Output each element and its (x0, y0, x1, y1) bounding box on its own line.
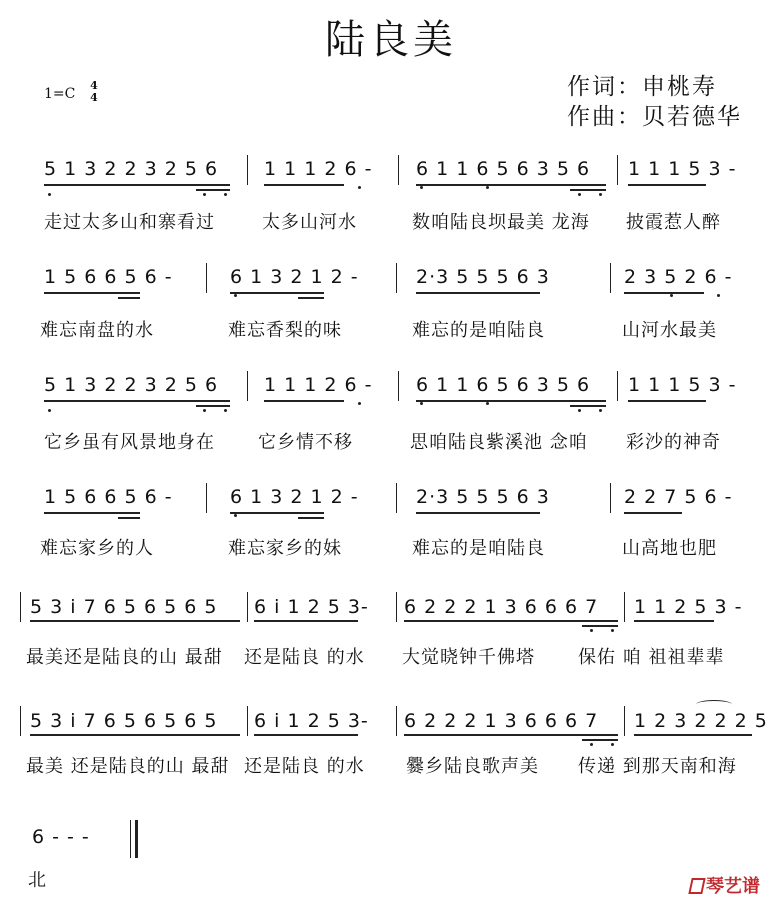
time-signature (89, 80, 99, 104)
beam-underline (30, 734, 240, 736)
lyric-r3-p4: 彩沙的神奇 (626, 432, 721, 453)
beam-underline (230, 512, 324, 514)
beam-underline (416, 400, 606, 402)
beam-underline (298, 517, 324, 519)
barline (206, 263, 207, 293)
notes-r5-m2: 6 i 1 2 5 3- (254, 596, 369, 618)
octave-dot (203, 193, 206, 196)
beam-underline (582, 739, 618, 741)
octave-dot (224, 409, 227, 412)
beam-underline (570, 189, 606, 191)
notes-r7-m1: 6 - - - (32, 826, 90, 848)
notes-r1-m1: 5 1 3 2 2 3 2 5 6 (44, 158, 219, 180)
octave-dot (590, 629, 593, 632)
notes-r4-m1: 1 5 6 6 5 6 - (44, 486, 173, 508)
beam-underline (264, 184, 344, 186)
barline (396, 592, 397, 622)
notes-r2-m3: 2·3 5 5 5 6 3 (416, 266, 550, 288)
lyric-r1-p3: 数咱陆良坝最美 龙海 (412, 212, 590, 233)
lyric-r1-p2: 太多山河水 (262, 212, 357, 233)
notes-r6-m4: 1 2 3 2 2 2 5 (634, 710, 768, 732)
final-barline (130, 820, 138, 858)
beam-underline (404, 620, 618, 622)
lyric-r4-p4: 山高地也肥 (622, 538, 717, 559)
barline (20, 706, 21, 736)
composer-credit: 作曲：贝若德华 (567, 104, 742, 130)
logo-icon (688, 878, 705, 894)
notes-r3-m3: 6 1 1 6 5 6 3 5 6 (416, 374, 591, 396)
barline (247, 592, 248, 622)
notes-r2-m1: 1 5 6 6 5 6 - (44, 266, 173, 288)
lyric-r5-p3: 大觉晓钟千佛塔 (402, 647, 535, 668)
lyric-r1-p1: 走过太多山和寨看过 (44, 212, 215, 233)
notes-r1-m2: 1 1 1 2 6 - (264, 158, 373, 180)
beam-underline (634, 734, 752, 736)
octave-dot (599, 193, 602, 196)
tie-slur (696, 700, 732, 709)
lyric-r4-p2: 难忘家乡的妹 (228, 538, 342, 559)
lyric-r3-p2: 它乡情不移 (258, 432, 353, 453)
octave-dot (234, 514, 237, 517)
key-signature: 1=C (44, 86, 76, 102)
lyric-r6-p3: 爨乡陆良歌声美 (406, 756, 539, 777)
lyric-r3-p3: 思咱陆良紫溪池 念咱 (410, 432, 588, 453)
beam-underline (416, 184, 606, 186)
barline (247, 155, 248, 185)
octave-dot (48, 193, 51, 196)
octave-dot (234, 294, 237, 297)
notes-r3-m4: 1 1 1 5 3 - (628, 374, 737, 396)
octave-dot (203, 409, 206, 412)
notes-r2-m4: 2 3 5 2 6 - (624, 266, 733, 288)
octave-dot (420, 186, 423, 189)
beam-underline (118, 517, 140, 519)
octave-dot (590, 743, 593, 746)
octave-dot (48, 409, 51, 412)
barline (617, 155, 618, 185)
notes-r4-m2: 6 1 3 2 1 2 - (230, 486, 359, 508)
barline (206, 483, 207, 513)
beam-underline (196, 405, 230, 407)
barline (396, 483, 397, 513)
barline (610, 483, 611, 513)
lyric-r2-p3: 难忘的是咱陆良 (412, 320, 545, 341)
beam-underline (634, 620, 714, 622)
octave-dot (420, 402, 423, 405)
watermark-logo (690, 872, 760, 898)
barline (398, 371, 399, 401)
beam-underline (44, 184, 230, 186)
lyric-r6-p1: 最美 还是陆良的山 最甜 (26, 756, 230, 777)
beam-underline (196, 189, 230, 191)
lyric-r5-p2: 还是陆良 的水 (244, 647, 365, 668)
time-signature-top: 4 (90, 79, 98, 92)
octave-dot (486, 186, 489, 189)
barline (624, 592, 625, 622)
notes-r4-m3: 2·3 5 5 5 6 3 (416, 486, 550, 508)
lyric-r1-p4: 披霞惹人醉 (626, 212, 721, 233)
notes-r6-m2: 6 i 1 2 5 3- (254, 710, 369, 732)
beam-underline (628, 400, 706, 402)
beam-underline (628, 184, 706, 186)
beam-underline (582, 625, 618, 627)
octave-dot (578, 409, 581, 412)
notes-r6-m1: 5 3 i 7 6 5 6 5 6 5 (30, 710, 218, 732)
beam-underline (254, 734, 358, 736)
lyric-r3-p1: 它乡虽有风景地身在 (44, 432, 215, 453)
barline (617, 371, 618, 401)
notes-r5-m4: 1 1 2 5 3 - (634, 596, 743, 618)
octave-dot (486, 402, 489, 405)
octave-dot (358, 402, 361, 405)
beam-underline (254, 620, 358, 622)
barline (610, 263, 611, 293)
beam-underline (44, 400, 230, 402)
octave-dot (717, 294, 720, 297)
beam-underline (44, 512, 140, 514)
beam-underline (404, 734, 618, 736)
notes-r5-m3: 6 2 2 2 1 3 6 6 6 7 (404, 596, 599, 618)
notes-r1-m3: 6 1 1 6 5 6 3 5 6 (416, 158, 591, 180)
beam-underline (416, 292, 540, 294)
lyric-r6-p2: 还是陆良 的水 (244, 756, 365, 777)
beam-underline (30, 620, 240, 622)
octave-dot (578, 193, 581, 196)
octave-dot (670, 294, 673, 297)
octave-dot (599, 409, 602, 412)
beam-underline (570, 405, 606, 407)
time-signature-bottom: 4 (90, 91, 98, 104)
beam-underline (264, 400, 344, 402)
lyric-r2-p4: 山河水最美 (622, 320, 717, 341)
notes-r3-m2: 1 1 1 2 6 - (264, 374, 373, 396)
beam-underline (416, 512, 540, 514)
song-title: 陆良美 (325, 17, 457, 63)
lyric-r6-p4: 传递 到那天南和海 (578, 756, 737, 777)
beam-underline (624, 292, 704, 294)
beam-underline (624, 512, 682, 514)
notes-r5-m1: 5 3 i 7 6 5 6 5 6 5 (30, 596, 218, 618)
lyric-r4-p1: 难忘家乡的人 (40, 538, 154, 559)
notes-r4-m4: 2 2 7 5 6 - (624, 486, 733, 508)
watermark-text: 琴艺谱 (706, 876, 760, 897)
lyric-r2-p2: 难忘香梨的味 (228, 320, 342, 341)
barline (247, 371, 248, 401)
barline (247, 706, 248, 736)
notes-r2-m2: 6 1 3 2 1 2 - (230, 266, 359, 288)
lyric-r2-p1: 难忘南盘的水 (40, 320, 154, 341)
lyric-r5-p4: 保佑 咱 祖祖辈辈 (578, 647, 725, 668)
lyricist-credit: 作词：申桃寿 (567, 74, 717, 100)
beam-underline (118, 297, 140, 299)
barline (624, 706, 625, 736)
octave-dot (358, 186, 361, 189)
notes-r1-m4: 1 1 1 5 3 - (628, 158, 737, 180)
beam-underline (230, 292, 324, 294)
octave-dot (224, 193, 227, 196)
beam-underline (44, 292, 140, 294)
beam-underline (298, 297, 324, 299)
barline (398, 155, 399, 185)
lyric-r4-p3: 难忘的是咱陆良 (412, 538, 545, 559)
lyric-r7-p1: 北 (28, 870, 47, 891)
barline (396, 706, 397, 736)
barline (396, 263, 397, 293)
octave-dot (611, 629, 614, 632)
notes-r6-m3: 6 2 2 2 1 3 6 6 6 7 (404, 710, 599, 732)
notes-r3-m1: 5 1 3 2 2 3 2 5 6 (44, 374, 219, 396)
lyric-r5-p1: 最美还是陆良的山 最甜 (26, 647, 223, 668)
barline (20, 592, 21, 622)
octave-dot (611, 743, 614, 746)
